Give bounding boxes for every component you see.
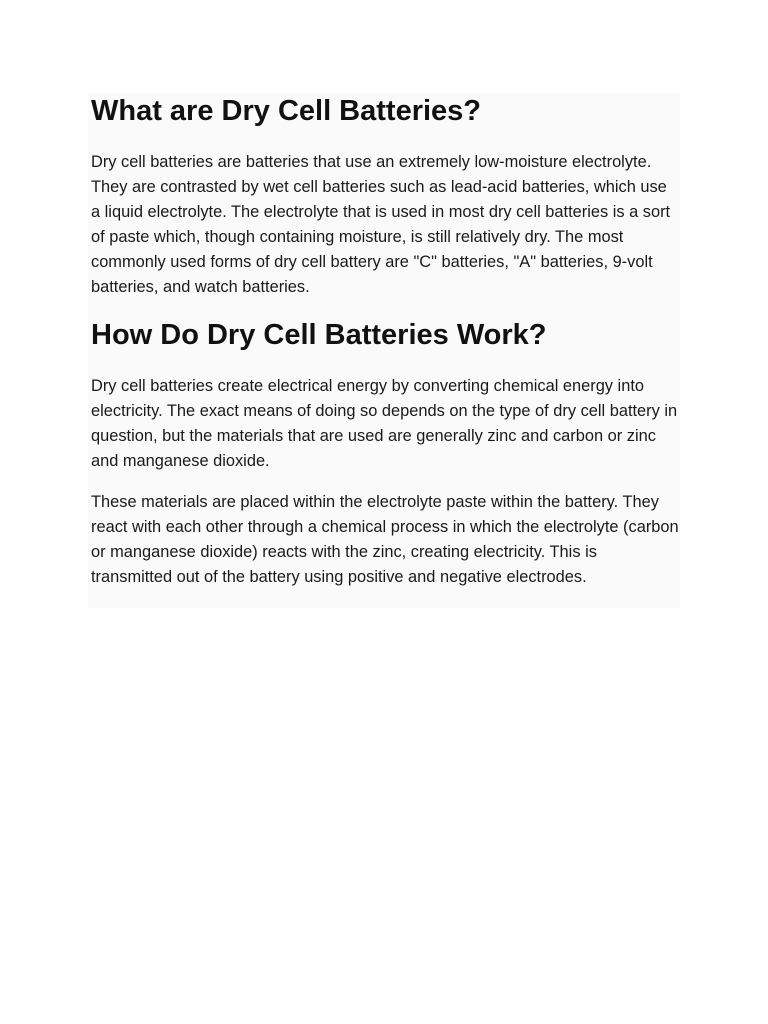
section-paragraph: These materials are placed within the electrolyte paste within the battery. They react with each other through a chemical process in which the electrolyte (carbon or manganese dioxide) reacts with the zinc, creating electricity. This is transmitted out of the battery using positive and negative electrodes. <box>91 493 679 586</box>
section-heading-what-are-dry-cell-batteries: What are Dry Cell Batteries? <box>91 95 482 127</box>
article-content <box>88 93 680 608</box>
section-paragraph: Dry cell batteries create electrical energy by converting chemical energy into electricity. The exact means of doing so depends on the type of dry cell battery in question, but the materials that are used are generally zinc and carbon or zinc and manganese dioxide. <box>91 377 678 470</box>
section-paragraph: Dry cell batteries are batteries that use an extremely low-moisture electrolyte. They are contrasted by wet cell batteries such as lead-acid batteries, which use a liquid electrolyte. The electrolyte that is used in most dry cell batteries is a sort of paste which, though containing moisture, is still relatively dry. The most commonly used forms of dry cell battery are "C" batteries, "A" batteries, 9-volt batteries, and watch batteries. <box>91 153 671 296</box>
section-heading-how-do-dry-cell-batteries-work: How Do Dry Cell Batteries Work? <box>91 319 547 351</box>
